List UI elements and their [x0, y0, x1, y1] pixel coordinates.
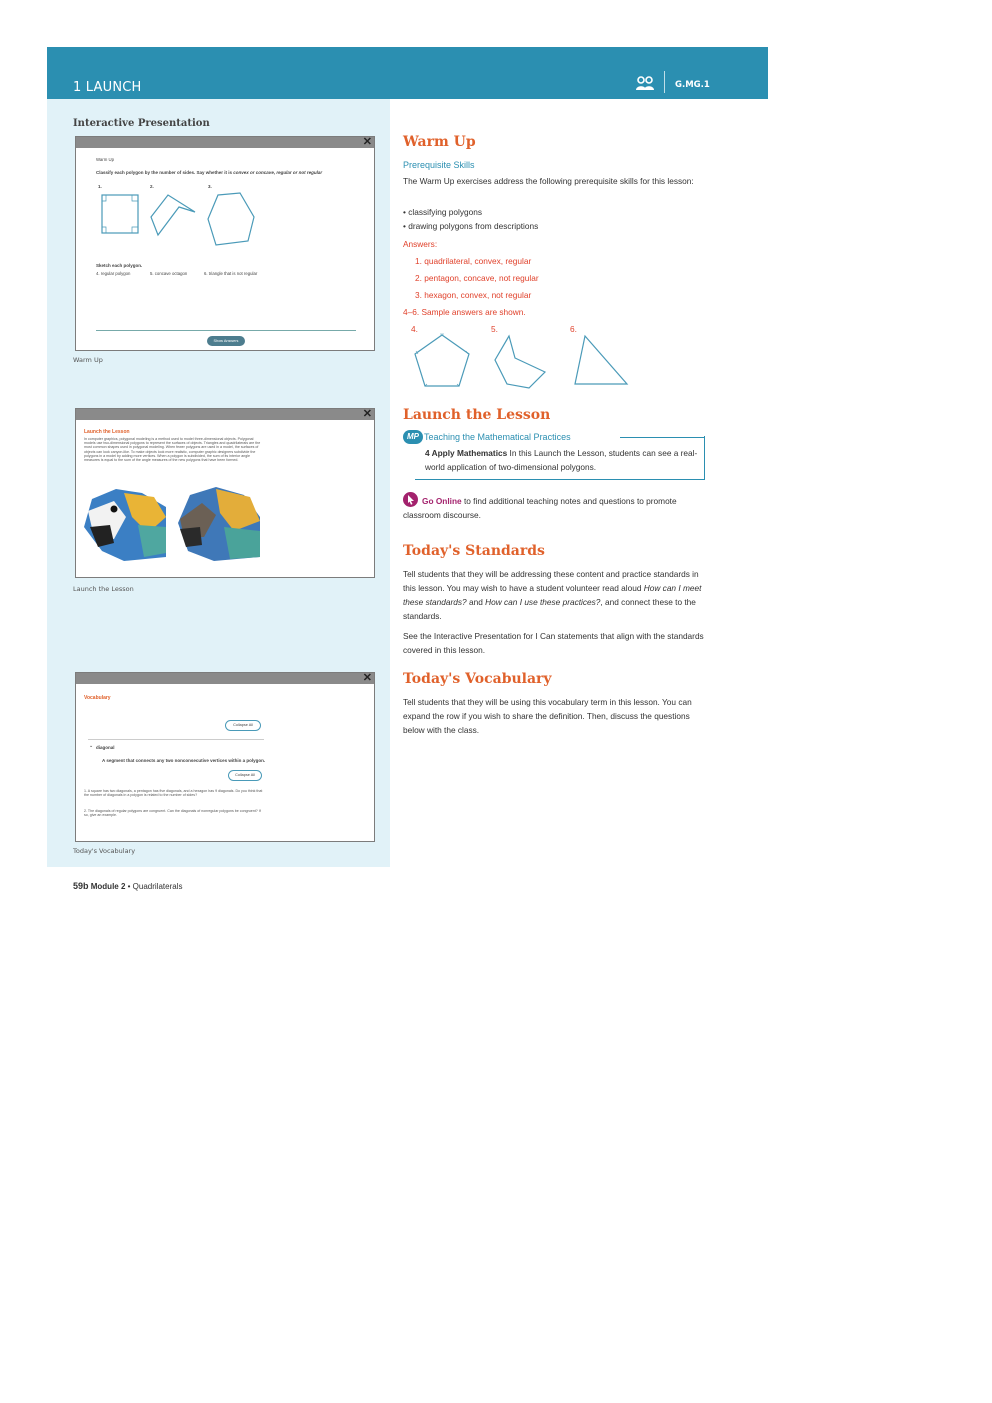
practices-text: 4 Apply Mathematics In this Launch the Lesson, students can see a real-world application of two-dimensional polygons.	[425, 448, 698, 472]
page-number: 59b	[73, 881, 89, 891]
page-footer: 59b Module 2 • Quadrilaterals	[73, 881, 183, 891]
collapse-all-button[interactable]: Collapse All	[225, 720, 261, 731]
launch-caption: Launch the Lesson	[73, 585, 134, 593]
close-icon[interactable]: ✕	[362, 408, 372, 420]
standards-title: Today's Standards	[403, 543, 545, 559]
group-icon	[635, 75, 655, 91]
vocab-term: diagonal	[96, 745, 115, 750]
page-header	[47, 47, 768, 99]
launch-heading: Launch the Lesson	[84, 429, 130, 435]
standards-paragraph-2: See the Interactive Presentation for I Can statements that align with the standards covered in this lesson.	[403, 631, 704, 655]
skill-bullet: • classifying polygons	[403, 207, 482, 217]
parrot-images	[84, 487, 260, 561]
sketch-heading: Sketch each polygon.	[96, 263, 143, 268]
vocabulary-screenshot[interactable]	[75, 672, 375, 842]
show-answers-button[interactable]: Show Answers	[207, 336, 245, 346]
sketch-item: 4. regular polygon	[96, 271, 131, 276]
launch-body: In computer graphics, polygonal modeling is a method used to model three-dimensional objects. Polygonal models use two-dimensional polygons to represent the surfaces of objects. Triangles and quadrilaterals are the most common shapes used in polygonal modeling. When fewer polygons are used in a model, the surfaces of objects can look canyon-like. To make objects look more realistic, computer graphic designers subdivide the polygons in a model by adding more vertices. When a polygon is subdivided, the sum of its interior angle measures is equal to the sum of the angle measures of the new polygons that have been formed.	[84, 437, 261, 463]
answer-item: 1. quadrilateral, convex, regular	[415, 256, 532, 266]
answers-label: Answers:	[403, 239, 438, 249]
launch-title: Launch the Lesson	[403, 407, 551, 423]
answer-item: 3. hexagon, convex, not regular	[415, 290, 532, 300]
chevron-down-icon[interactable]: ⌄	[89, 743, 94, 749]
vocab-question-1: 1. A square has two diagonals, a pentagon has five diagonals, and a hexagon has 9 diagonals. Do you think that the number of diagonals in a polygon is related to the number of sides?	[84, 789, 263, 798]
window-bar	[76, 137, 374, 148]
header-divider	[664, 71, 665, 93]
vocab-question-2: 2. The diagonals of regular polygons are congruent. Can the diagonals of nonregular polygons be congruent? If so, give an example.	[84, 809, 261, 818]
go-online-link[interactable]: Go Online	[422, 496, 462, 506]
section-label: 1 LAUNCH	[73, 80, 142, 95]
window-bar	[76, 673, 374, 684]
warmup-title: Warm Up	[403, 134, 476, 150]
sketch-item: 5. concave octagon	[150, 271, 188, 276]
warmup-caption: Warm Up	[73, 356, 103, 364]
skill-bullet: • drawing polygons from descriptions	[403, 221, 539, 231]
warmup-heading: Warm Up	[96, 157, 114, 162]
vocabulary-caption: Today's Vocabulary	[73, 847, 136, 855]
sample-answer-figures	[405, 330, 635, 392]
close-icon[interactable]: ✕	[362, 136, 372, 148]
mp-icon: MP	[403, 430, 423, 444]
sample-note: 4–6. Sample answers are shown.	[403, 307, 526, 317]
divider-line	[88, 739, 264, 740]
answer-item: 2. pentagon, concave, not regular	[415, 273, 539, 283]
warmup-intro: The Warm Up exercises address the following prerequisite skills for this lesson:	[403, 176, 694, 186]
warmup-polygons	[96, 189, 256, 249]
figure-label: 4.	[411, 324, 418, 334]
launch-screenshot[interactable]	[75, 408, 375, 578]
divider-line	[96, 330, 356, 331]
window-bar	[76, 409, 374, 420]
prerequisite-subtitle: Prerequisite Skills	[403, 160, 475, 170]
figure-label: 1.	[98, 184, 102, 189]
figure-label: 2.	[150, 184, 154, 189]
standard-code: G.MG.1	[675, 80, 710, 90]
vocabulary-title: Today's Vocabulary	[403, 671, 552, 687]
warmup-screenshot[interactable]	[75, 136, 375, 351]
vocabulary-paragraph: Tell students that they will be using this vocabulary term in this lesson. You can expand the row if you wish to share the definition. Then, discuss the questions below with the class.	[403, 697, 692, 735]
practices-title: Teaching the Mathematical Practices	[424, 432, 577, 442]
vocab-definition: A segment that connects any two nonconsecutive vertices within a polygon.	[102, 758, 266, 763]
go-online-text: Go Online to find additional teaching notes and questions to promote classroom discourse.	[403, 496, 677, 520]
close-icon[interactable]: ✕	[362, 672, 372, 684]
warmup-instruction: Classify each polygon by the number of sides. Say whether it is convex or concave, regular or not regular	[96, 170, 323, 175]
figure-label: 6.	[570, 324, 577, 334]
panel-title: Interactive Presentation	[73, 118, 210, 129]
figure-label: 5.	[491, 324, 498, 334]
standards-paragraph-1: Tell students that they will be addressing these content and practice standards in this lesson. You may wish to have a student volunteer read aloud How can I meet these standards? and How can I use these practices?, and connect these to the standards.	[403, 569, 702, 621]
collapse-term-button[interactable]: Collapse All	[228, 770, 262, 781]
practices-rule	[620, 437, 705, 438]
figure-label: 3.	[208, 184, 212, 189]
sketch-item: 6. triangle that is not regular	[204, 271, 258, 276]
vocab-heading: Vocabulary	[84, 695, 111, 701]
